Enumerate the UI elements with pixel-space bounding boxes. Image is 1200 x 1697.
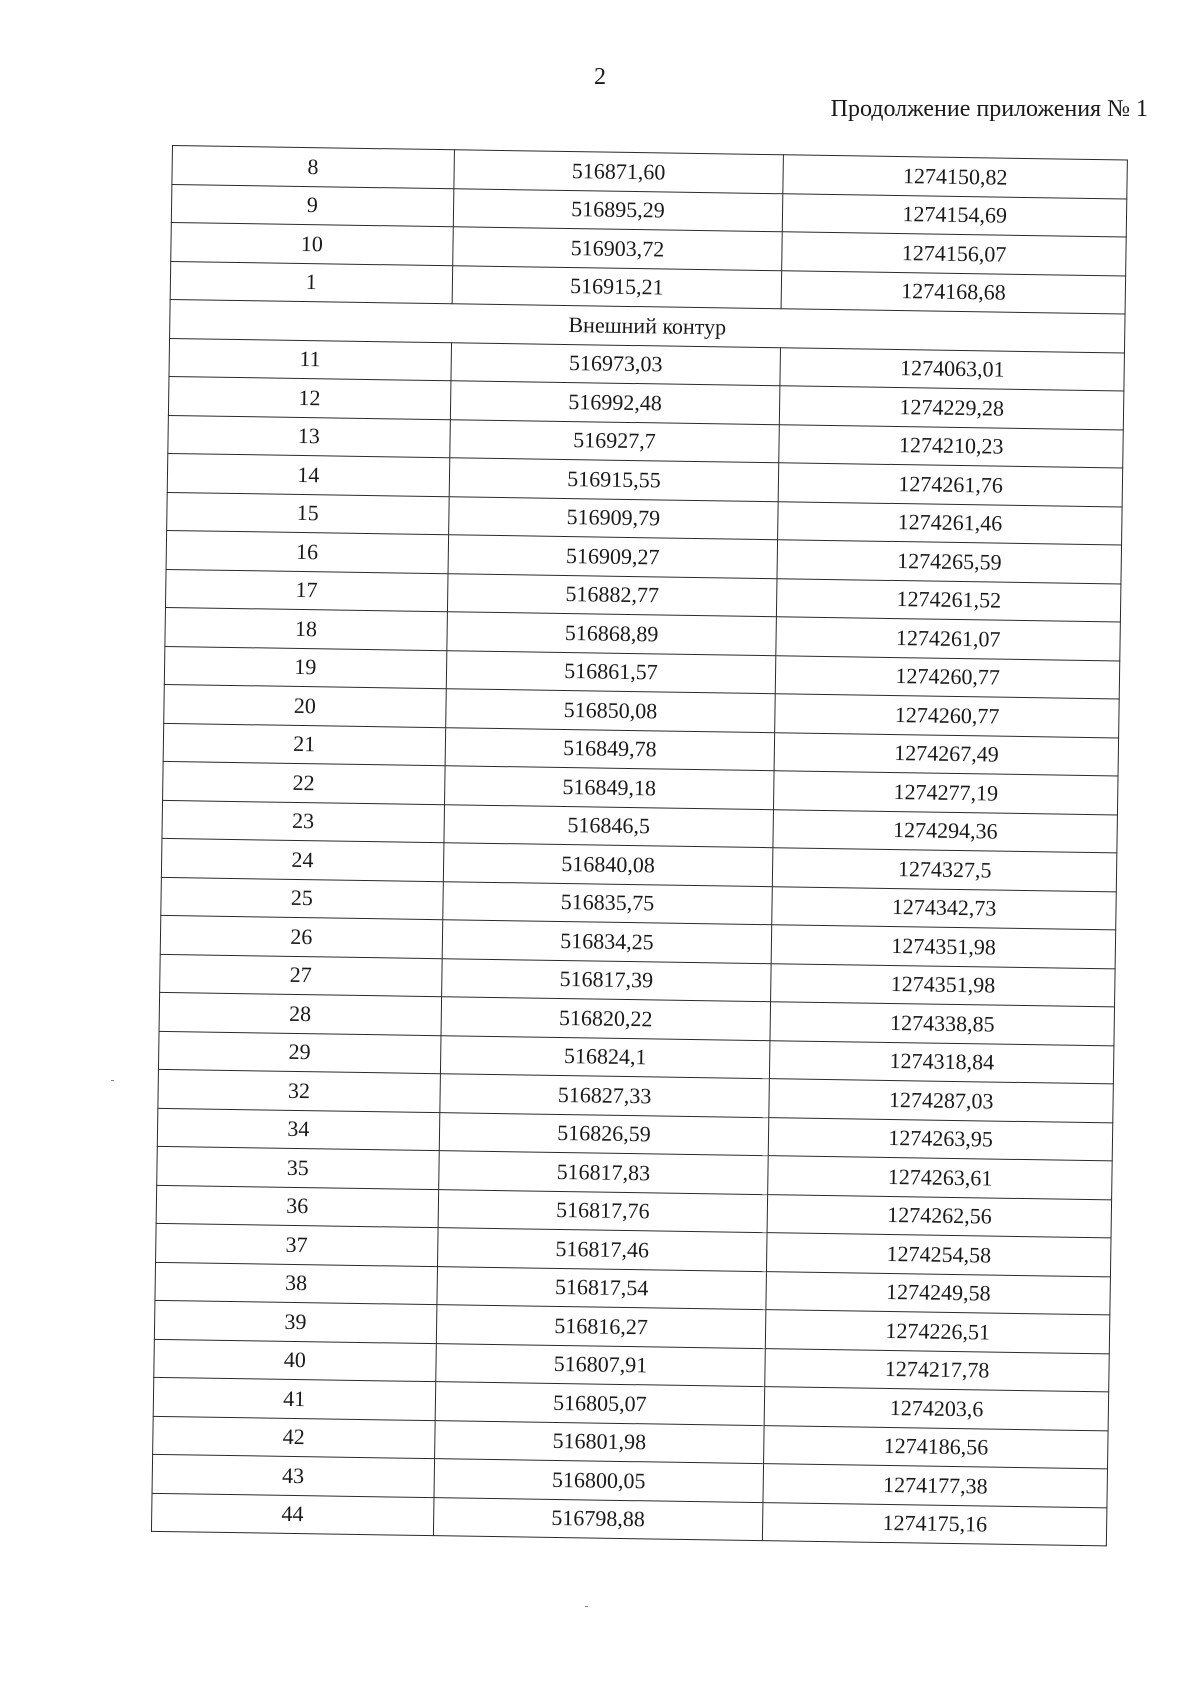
y-coordinate-cell: 1274351,98 <box>771 963 1115 1007</box>
x-coordinate-cell: 516840,08 <box>443 843 773 887</box>
x-coordinate-cell: 516798,88 <box>433 1497 763 1541</box>
coordinates-table <box>151 145 1128 1546</box>
point-number-cell: 40 <box>154 1339 436 1382</box>
y-coordinate-cell: 1274260,77 <box>776 655 1120 699</box>
x-coordinate-cell: 516801,98 <box>434 1420 764 1464</box>
point-number-cell: 17 <box>165 569 447 612</box>
x-coordinate-cell: 516861,57 <box>446 650 776 694</box>
x-coordinate-cell: 516817,54 <box>437 1266 767 1310</box>
x-coordinate-cell: 516817,46 <box>437 1228 767 1272</box>
x-coordinate-cell: 516909,79 <box>448 496 778 540</box>
table-body-after-section <box>151 338 1124 1546</box>
y-coordinate-cell: 1274261,52 <box>777 578 1121 622</box>
y-coordinate-cell: 1274063,01 <box>780 347 1124 391</box>
y-coordinate-cell: 1274261,46 <box>778 501 1122 545</box>
y-coordinate-cell: 1274261,07 <box>776 617 1120 661</box>
point-number-cell: 24 <box>161 838 443 881</box>
point-number-cell: 25 <box>161 877 443 920</box>
y-coordinate-cell: 1274217,78 <box>765 1348 1109 1392</box>
y-coordinate-cell: 1274263,95 <box>769 1117 1113 1161</box>
y-coordinate-cell: 1274267,49 <box>774 732 1118 776</box>
point-number-cell: 13 <box>168 415 450 458</box>
point-number-cell: 37 <box>156 1223 438 1266</box>
y-coordinate-cell: 1274254,58 <box>767 1233 1111 1277</box>
y-coordinate-cell: 1274168,68 <box>781 270 1125 314</box>
point-number-cell: 35 <box>157 1146 439 1189</box>
page-number: 2 <box>594 64 606 90</box>
x-coordinate-cell: 516846,5 <box>444 804 774 848</box>
y-coordinate-cell: 1274260,77 <box>775 694 1119 738</box>
point-number-cell: 11 <box>169 338 451 381</box>
x-coordinate-cell: 516927,7 <box>449 419 779 463</box>
x-coordinate-cell: 516820,22 <box>441 997 771 1041</box>
y-coordinate-cell: 1274263,61 <box>768 1156 1112 1200</box>
y-coordinate-cell: 1274150,82 <box>783 155 1127 199</box>
x-coordinate-cell: 516909,27 <box>448 535 778 579</box>
x-coordinate-cell: 516834,25 <box>442 920 772 964</box>
point-number-cell: 1 <box>170 261 452 304</box>
x-coordinate-cell: 516903,72 <box>452 227 782 271</box>
y-coordinate-cell: 1274154,69 <box>783 193 1127 237</box>
section-title: Внешний контур <box>170 299 1125 352</box>
point-number-cell: 18 <box>165 607 447 650</box>
y-coordinate-cell: 1274351,98 <box>771 925 1115 969</box>
y-coordinate-cell: 1274261,76 <box>778 463 1122 507</box>
x-coordinate-cell: 516817,76 <box>438 1189 768 1233</box>
point-number-cell: 9 <box>171 184 453 227</box>
x-coordinate-cell: 516835,75 <box>442 881 772 925</box>
y-coordinate-cell: 1274249,58 <box>766 1271 1110 1315</box>
x-coordinate-cell: 516827,33 <box>439 1074 769 1118</box>
y-coordinate-cell: 1274338,85 <box>770 1002 1114 1046</box>
y-coordinate-cell: 1274177,38 <box>763 1464 1107 1508</box>
y-coordinate-cell: 1274156,07 <box>782 232 1126 276</box>
point-number-cell: 38 <box>155 1262 437 1305</box>
point-number-cell: 14 <box>167 453 449 496</box>
x-coordinate-cell: 516824,1 <box>440 1035 770 1079</box>
y-coordinate-cell: 1274265,59 <box>777 540 1121 584</box>
point-number-cell: 28 <box>159 992 441 1035</box>
point-number-cell: 39 <box>154 1300 436 1343</box>
y-coordinate-cell: 1274226,51 <box>766 1310 1110 1354</box>
x-coordinate-cell: 516882,77 <box>447 573 777 617</box>
point-number-cell: 23 <box>162 800 444 843</box>
x-coordinate-cell: 516817,39 <box>441 958 771 1002</box>
y-coordinate-cell: 1274342,73 <box>772 886 1116 930</box>
y-coordinate-cell: 1274277,19 <box>774 771 1118 815</box>
x-coordinate-cell: 516816,27 <box>436 1305 766 1349</box>
point-number-cell: 34 <box>157 1108 439 1151</box>
y-coordinate-cell: 1274327,5 <box>773 848 1117 892</box>
point-number-cell: 27 <box>160 954 442 997</box>
continuation-title: Продолжение приложения № 1 <box>830 96 1148 122</box>
point-number-cell: 44 <box>151 1493 433 1536</box>
x-coordinate-cell: 516850,08 <box>445 689 775 733</box>
point-number-cell: 29 <box>158 1031 440 1074</box>
x-coordinate-cell: 516973,03 <box>451 342 781 386</box>
y-coordinate-cell: 1274229,28 <box>780 386 1124 430</box>
point-number-cell: 20 <box>164 684 446 727</box>
y-coordinate-cell: 1274203,6 <box>764 1387 1108 1431</box>
x-coordinate-cell: 516826,59 <box>439 1112 769 1156</box>
x-coordinate-cell: 516915,55 <box>449 458 779 502</box>
point-number-cell: 42 <box>153 1416 435 1459</box>
point-number-cell: 26 <box>160 915 442 958</box>
x-coordinate-cell: 516849,78 <box>445 727 775 771</box>
point-number-cell: 22 <box>163 761 445 804</box>
table-body-before-section <box>170 146 1127 314</box>
x-coordinate-cell: 516849,18 <box>444 766 774 810</box>
x-coordinate-cell: 516868,89 <box>447 612 777 656</box>
point-number-cell: 21 <box>163 723 445 766</box>
x-coordinate-cell: 516915,21 <box>452 265 782 309</box>
point-number-cell: 43 <box>152 1454 434 1497</box>
point-number-cell: 8 <box>172 146 454 189</box>
point-number-cell: 15 <box>167 492 449 535</box>
point-number-cell: 12 <box>168 376 450 419</box>
y-coordinate-cell: 1274294,36 <box>773 809 1117 853</box>
point-number-cell: 41 <box>153 1377 435 1420</box>
x-coordinate-cell: 516992,48 <box>450 381 780 425</box>
x-coordinate-cell: 516871,60 <box>454 150 784 194</box>
point-number-cell: 32 <box>158 1069 440 1112</box>
point-number-cell: 16 <box>166 530 448 573</box>
y-coordinate-cell: 1274318,84 <box>770 1040 1114 1084</box>
x-coordinate-cell: 516807,91 <box>435 1343 765 1387</box>
x-coordinate-cell: 516817,83 <box>438 1151 768 1195</box>
y-coordinate-cell: 1274186,56 <box>764 1425 1108 1469</box>
x-coordinate-cell: 516895,29 <box>453 188 783 232</box>
scan-speck <box>585 1606 588 1607</box>
point-number-cell: 36 <box>156 1185 438 1228</box>
y-coordinate-cell: 1274262,56 <box>767 1194 1111 1238</box>
y-coordinate-cell: 1274210,23 <box>779 424 1123 468</box>
y-coordinate-cell: 1274175,16 <box>763 1502 1107 1546</box>
x-coordinate-cell: 516800,05 <box>434 1459 764 1503</box>
point-number-cell: 19 <box>164 646 446 689</box>
y-coordinate-cell: 1274287,03 <box>769 1079 1113 1123</box>
x-coordinate-cell: 516805,07 <box>435 1382 765 1426</box>
scan-speck <box>111 1080 114 1081</box>
point-number-cell: 10 <box>171 222 453 265</box>
